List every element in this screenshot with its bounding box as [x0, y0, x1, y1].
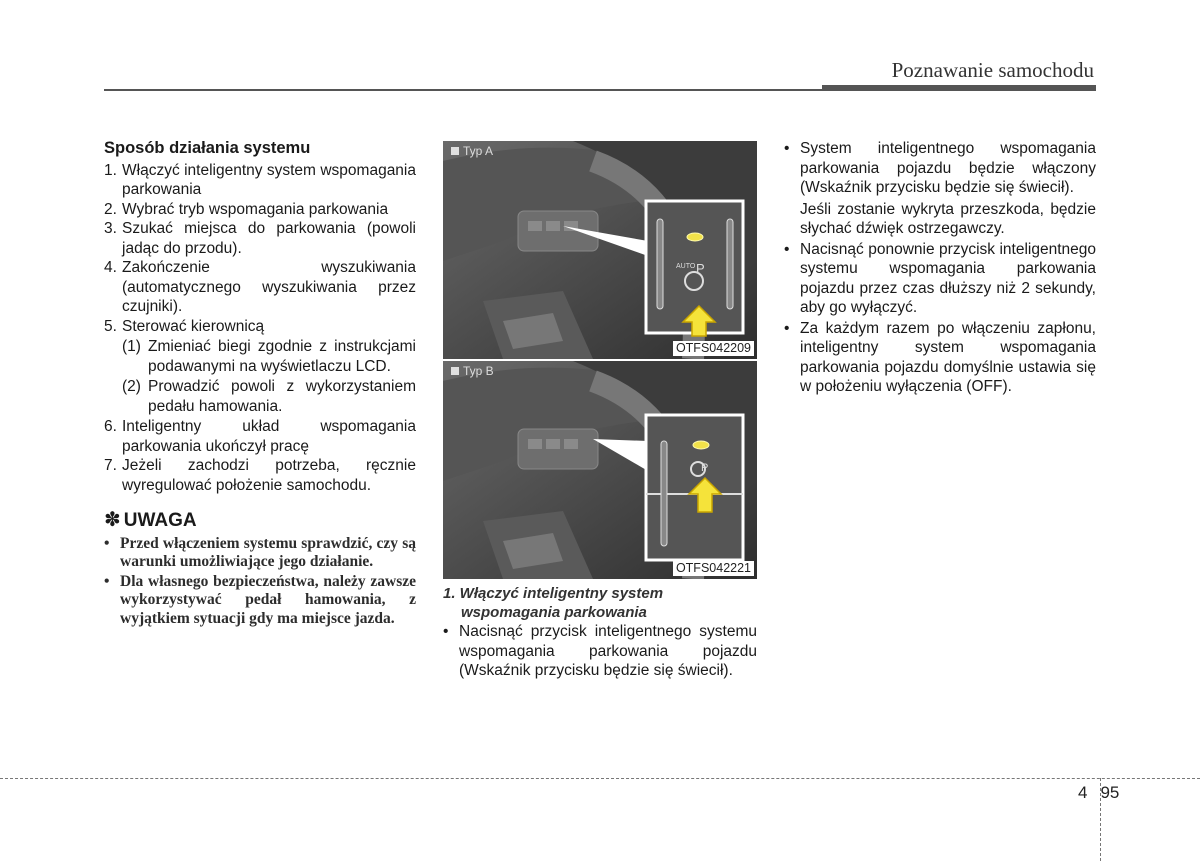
step-text: Włączyć inteligentny system wspomagania parkowania	[122, 161, 416, 198]
substep-text: Prowadzić powoli z wykorzystaniem pedału hamowania.	[148, 378, 416, 415]
page-header-title: Poznawanie samochodu	[891, 58, 1094, 82]
figure-type-b	[443, 361, 757, 579]
substep-text: Zmieniać biegi zgodnie z instrukcjami podawanymi na wyświetlaczu LCD.	[148, 338, 416, 375]
list-item: 7. Jeżeli zachodzi potrzeba, ręcznie wyregulować położenie samochodu.	[104, 457, 416, 494]
auto-label: AUTO	[676, 263, 696, 270]
list-item: • Nacisnąć ponownie przycisk inteligentnego systemu wspomagania parkowania pojazdu przez czas dłuższy niż 2 sekundy, aby go wyłączyć.	[784, 240, 1096, 316]
list-item: • Nacisnąć przycisk inteligentnego systemu wspomagania parkowania pojazdu (Wskaźnik przycisku będzie się świecił).	[443, 623, 757, 679]
substeps-list	[122, 337, 416, 416]
header-rule-accent	[822, 85, 1096, 90]
step-text: Sterować kierownicą	[122, 317, 265, 335]
step-text: Zakończenie wyszukiwania (automatycznego wyszukiwania przez czujniki).	[122, 259, 416, 315]
page-number	[1078, 783, 1119, 803]
list-item: • System inteligentnego wspomagania parkowania pojazdu będzie włączony (Wskaźnik przycisku będzie się świecił).	[784, 140, 1096, 196]
left-column	[104, 139, 416, 629]
middle-bullets	[443, 622, 757, 681]
bullet-text: System inteligentnego wspomagania parkowania pojazdu będzie włączony (Wskaźnik przycisku będzie się świecił).	[800, 140, 1096, 196]
step-text: Szukać miejsca do parkowania (powoli jadąc do przodu).	[122, 220, 416, 257]
footer-divider	[0, 778, 1200, 779]
step-caption: 1. Włączyć inteligentny system wspomagania parkowania	[443, 585, 664, 621]
middle-column	[443, 585, 757, 682]
list-item: 6. Inteligentny układ wspomagania parkowania ukończył pracę	[104, 418, 416, 455]
caution-star-icon: ✽	[104, 509, 121, 531]
bullet-text: Za każdym razem po włączeniu zapłonu, inteligentny system wspomagania parkowania pojazdu domyślnie ustawia się w położeniu wyłączenia (OFF).	[800, 319, 1096, 395]
park-p-label: P	[696, 261, 705, 276]
list-item: 5. Sterować kierownicą (1) Zmieniać biegi zgodnie z instrukcjami podawanymi na wyświetlaczu LCD. (2) Prowadzić powoli z wykorzystaniem pedału hamowania.	[104, 317, 416, 415]
dashboard-illustration-b	[443, 361, 757, 579]
bullet-text: Nacisnąć przycisk inteligentnego systemu wspomagania parkowania pojazdu (Wskaźnik przycisku będzie się świecił).	[459, 623, 757, 679]
caution-heading	[104, 511, 416, 531]
right-column	[784, 139, 1096, 398]
square-bullet-icon	[451, 367, 459, 375]
section-title: Sposób działania systemu	[104, 139, 311, 157]
caution-title: UWAGA	[123, 510, 197, 531]
list-item: 3. Szukać miejsca do parkowania (powoli jadąc do przodu).	[104, 220, 416, 257]
step-text: Jeżeli zachodzi potrzeba, ręcznie wyregulować położenie samochodu.	[122, 457, 416, 494]
step-text: Inteligentny układ wspomagania parkowania ukończył pracę	[122, 418, 416, 455]
list-item: • Za każdym razem po włączeniu zapłonu, inteligentny system wspomagania parkowania pojazdu domyślnie ustawia się w położeniu wyłączenia (OFF).	[784, 319, 1096, 395]
park-p-label: P	[701, 462, 709, 474]
list-item: • Dla własnego bezpieczeństwa, należy zawsze wykorzystywać pedał hamowania, z wyjątkiem sytuacji gdy ma miejsce jazda.	[104, 572, 416, 627]
figure-code: OTFS042209	[673, 341, 754, 356]
caution-text: Przed włączeniem systemu sprawdzić, czy są warunki umożliwiające jego działanie.	[120, 534, 416, 570]
steps-list	[104, 161, 416, 496]
page-number-value: 95	[1100, 783, 1120, 802]
figure-label: Typ A	[451, 144, 493, 158]
figure-type-a	[443, 141, 757, 359]
caution-text: Dla własnego bezpieczeństwa, należy zawsze wykorzystywać pedał hamowania, z wyjątkiem sytuacji gdy ma miejsce jazda.	[120, 572, 416, 627]
note-paragraph: Jeśli zostanie wykryta przeszkoda, będzie słychać dźwięk ostrzegawczy.	[800, 200, 1096, 237]
square-bullet-icon	[451, 147, 459, 155]
list-item: • Przed włączeniem systemu sprawdzić, czy są warunki umożliwiające jego działanie.	[104, 534, 416, 570]
chapter-number: 4	[1078, 783, 1088, 802]
bullet-text: Nacisnąć ponownie przycisk inteligentnego systemu wspomagania parkowania pojazdu przez czas dłuższy niż 2 sekundy, aby go wyłączyć.	[800, 240, 1096, 316]
figure-code: OTFS042221	[673, 561, 754, 576]
right-bullets	[784, 139, 1096, 198]
list-item: (1) Zmieniać biegi zgodnie z instrukcjami podawanymi na wyświetlaczu LCD.	[122, 338, 416, 375]
step-text: Wybrać tryb wspomagania parkowania	[122, 200, 389, 218]
list-item: 2. Wybrać tryb wspomagania parkowania	[104, 200, 416, 220]
right-bullets-2	[784, 240, 1096, 397]
list-item: 1. Włączyć inteligentny system wspomagania parkowania	[104, 161, 416, 198]
figure-label: Typ B	[451, 364, 494, 378]
list-item: 4. Zakończenie wyszukiwania (automatycznego wyszukiwania przez czujniki).	[104, 259, 416, 315]
list-item: (2) Prowadzić powoli z wykorzystaniem pedału hamowania.	[122, 378, 416, 415]
caution-list	[104, 535, 416, 629]
dashboard-illustration-a	[443, 141, 757, 359]
